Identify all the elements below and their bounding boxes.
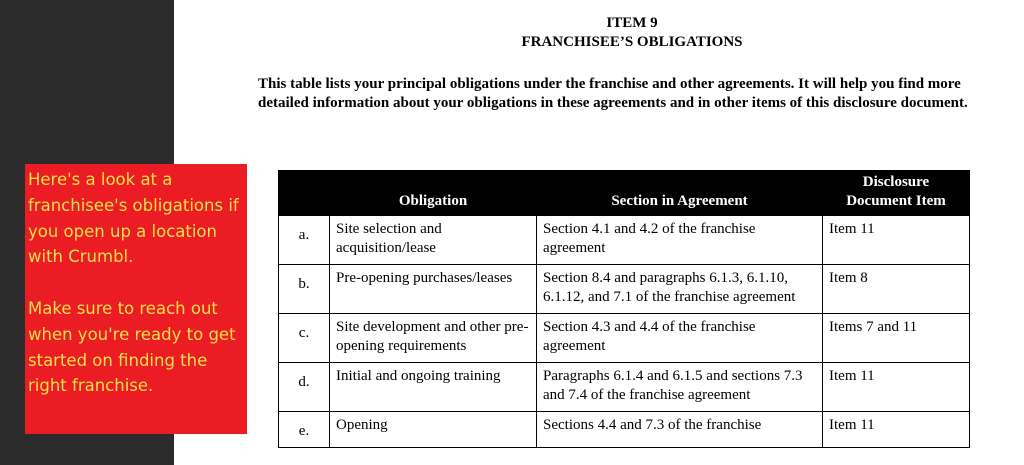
section-header: Section in Agreement — [537, 171, 823, 216]
item-title: FRANCHISEE’S OBLIGATIONS — [521, 34, 743, 50]
item-cell: Item 11 — [823, 216, 970, 265]
letter-header — [279, 171, 330, 216]
obligation-header: Obligation — [330, 171, 537, 216]
obligation-cell: Site development and other pre-opening requirements — [330, 314, 537, 363]
row-letter: d. — [279, 363, 330, 412]
note-paragraph: Make sure to reach out when you're ready to get started on finding the right franchise. — [28, 298, 236, 396]
obligation-cell: Pre-opening purchases/leases — [330, 265, 537, 314]
item-cell: Item 8 — [823, 265, 970, 314]
section-cell: Section 8.4 and paragraphs 6.1.3, 6.1.10, 6.1.12, and 7.1 of the franchise agreement — [537, 265, 823, 314]
obligation-cell: Site selection and acquisition/lease — [330, 216, 537, 265]
section-cell: Sections 4.4 and 7.3 of the franchise — [537, 412, 823, 448]
obligations-table — [278, 170, 970, 448]
table-row — [279, 363, 970, 412]
document-heading — [0, 14, 1024, 52]
row-letter: c. — [279, 314, 330, 363]
section-cell: Section 4.3 and 4.4 of the franchise agreement — [537, 314, 823, 363]
intro-paragraph: This table lists your principal obligations under the franchise and other agreements. It will help you find more detailed information about your obligations in these agreements and in other items of this disclosure document. — [258, 76, 968, 111]
table-row — [279, 265, 970, 314]
row-letter: e. — [279, 412, 330, 448]
disclosure-header-line: Disclosure — [862, 174, 930, 190]
item-number: ITEM 9 — [606, 15, 658, 31]
note-paragraph: Here's a look at a franchisee's obligations if you open up a location with Crumbl. — [28, 170, 239, 267]
item-cell: Items 7 and 11 — [823, 314, 970, 363]
annotation-note — [25, 164, 247, 434]
table-row — [279, 314, 970, 363]
row-letter: b. — [279, 265, 330, 314]
table-row — [279, 216, 970, 265]
disclosure-item-header — [823, 171, 970, 216]
item-cell: Item 11 — [823, 363, 970, 412]
disclosure-header-line: Document Item — [846, 193, 946, 209]
row-letter: a. — [279, 216, 330, 265]
section-cell: Section 4.1 and 4.2 of the franchise agreement — [537, 216, 823, 265]
table-header-row — [279, 171, 970, 216]
obligation-cell: Initial and ongoing training — [330, 363, 537, 412]
item-cell: Item 11 — [823, 412, 970, 448]
section-cell: Paragraphs 6.1.4 and 6.1.5 and sections 7.3 and 7.4 of the franchise agreement — [537, 363, 823, 412]
obligation-cell: Opening — [330, 412, 537, 448]
table-row — [279, 412, 970, 448]
